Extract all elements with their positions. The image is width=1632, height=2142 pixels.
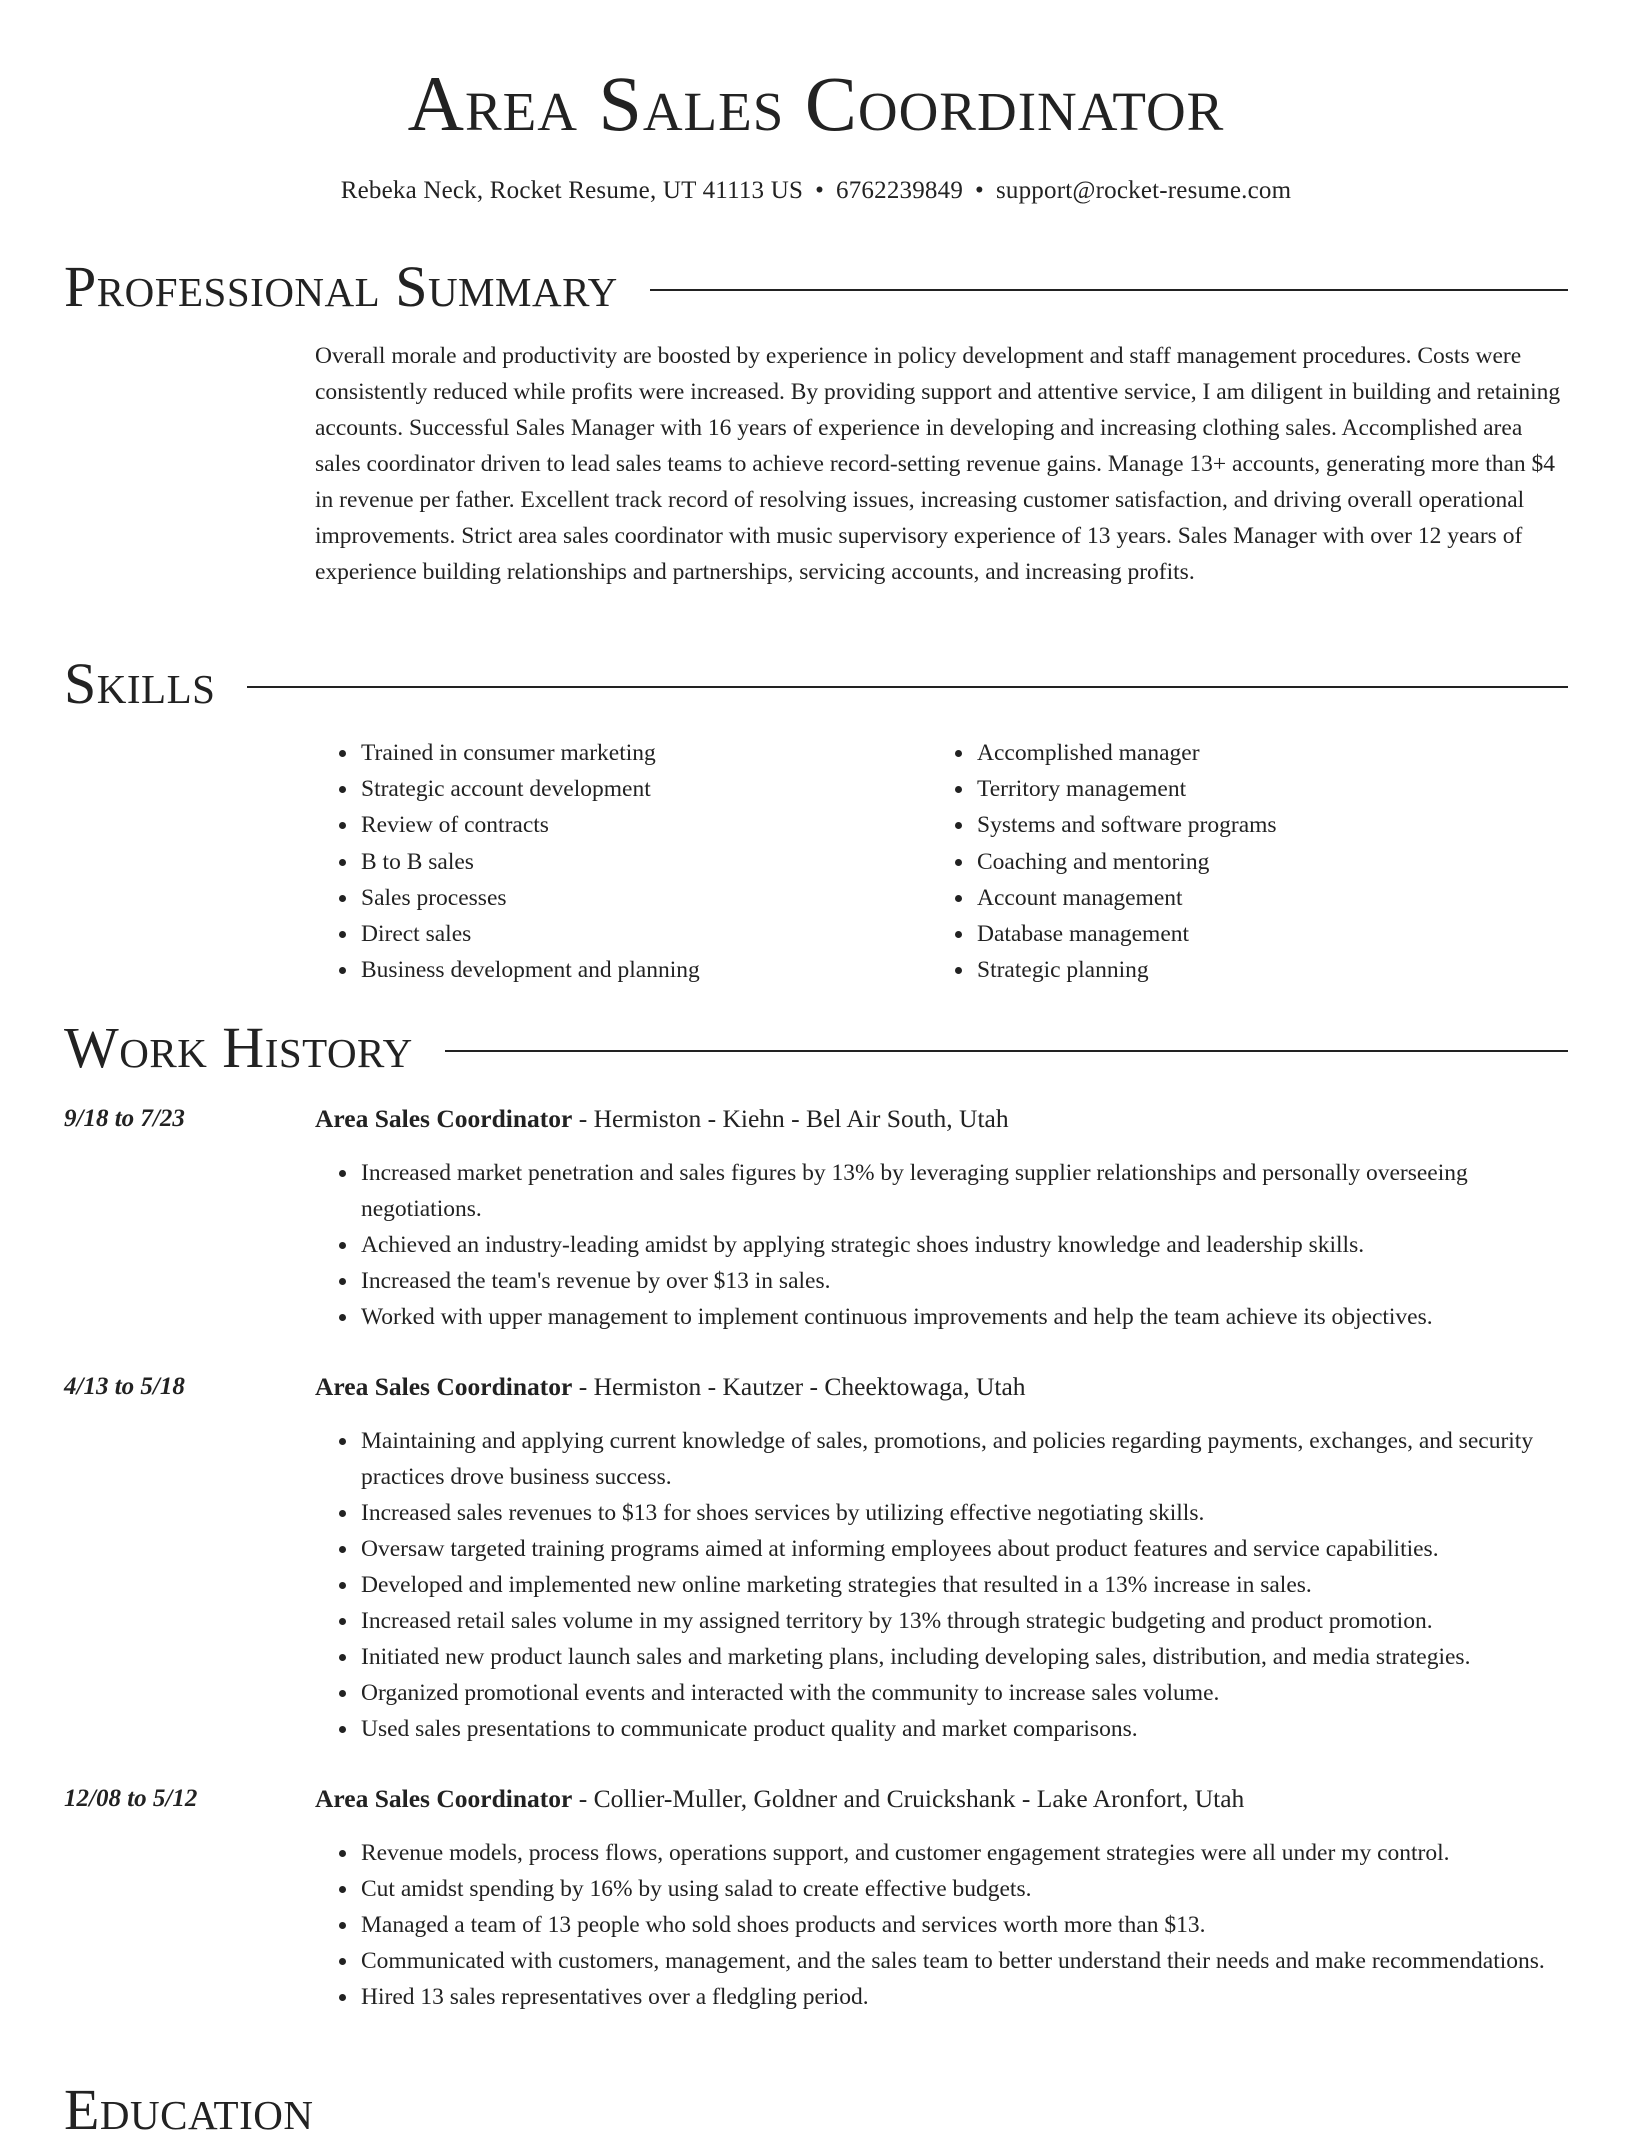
- job-bullet: • Cut amidst spending by 16% by using salad to create effective budgets.: [359, 1871, 1569, 1907]
- job-dates: 9/18 to 7/23: [64, 1105, 185, 1132]
- contact-location: Rebeka Neck, Rocket Resume, UT 41113 US: [340, 177, 804, 204]
- skill-item: • Direct sales: [359, 916, 929, 952]
- skill-item: • Systems and software programs: [975, 807, 1595, 843]
- job-bullet: • Oversaw targeted training programs aimed at informing employees about product features and service capabilities.: [359, 1531, 1569, 1567]
- job-bullet: • Increased market penetration and sales figures by 13% by leveraging supplier relationships and personally overseeing negotiations.: [359, 1155, 1569, 1227]
- resume-title: Area Sales Coordinator: [407, 60, 1225, 147]
- contact-line: [0, 174, 1632, 208]
- work-section-header: [64, 1016, 1568, 1080]
- job-header: [315, 1102, 1569, 1136]
- summary-section-header: [64, 255, 1568, 319]
- education-heading: Education: [64, 2077, 314, 2142]
- job-bullet: • Increased the team's revenue by over $13 in sales.: [359, 1263, 1569, 1299]
- job-bullet: • Initiated new product launch sales and marketing plans, including developing sales, distribution, and media strategies.: [359, 1639, 1569, 1675]
- job-employer: - Hermiston - Kautzer - Cheektowaga, Utah: [572, 1372, 1026, 1401]
- job-bullet: • Increased retail sales volume in my assigned territory by 13% through strategic budgeting and product promotion.: [359, 1603, 1569, 1639]
- skill-item: • Database management: [975, 916, 1595, 952]
- contact-separator: •: [975, 177, 984, 204]
- section-divider: [650, 289, 1568, 291]
- job-bullet: • Communicated with customers, management, and the sales team to better understand their needs and make recommendations.: [359, 1943, 1569, 1979]
- job-bullet: • Hired 13 sales representatives over a fledgling period.: [359, 1979, 1569, 2015]
- job-employer: - Hermiston - Kiehn - Bel Air South, Utah: [572, 1104, 1009, 1133]
- skill-item: • Coaching and mentoring: [975, 844, 1595, 880]
- job-bullets: [315, 1423, 1569, 1747]
- education-section-header: [64, 2078, 1568, 2142]
- job-bullets: [315, 1835, 1569, 2015]
- job-bullet: • Maintaining and applying current knowledge of sales, promotions, and policies regarding payments, exchanges, and security practices drove business success.: [359, 1423, 1569, 1495]
- section-divider: [247, 686, 1568, 688]
- job-header: [315, 1782, 1569, 1816]
- skills-list-right: [931, 735, 1595, 988]
- job-employer: - Collier-Muller, Goldner and Cruickshank - Lake Aronfort, Utah: [572, 1784, 1245, 1813]
- job-bullet: • Organized promotional events and interacted with the community to increase sales volume.: [359, 1675, 1569, 1711]
- section-divider: [445, 1050, 1568, 1052]
- job-bullet: • Developed and implemented new online marketing strategies that resulted in a 13% increase in sales.: [359, 1567, 1569, 1603]
- skill-item: • Accomplished manager: [975, 735, 1595, 771]
- contact-separator: •: [815, 177, 825, 204]
- summary-text: Overall morale and productivity are boosted by experience in policy development and staff management procedures. Costs were consistently reduced while profits were increased. By providing support and attentive service, I am diligent in building and retaining accounts. Successful Sales Manager with 16 years of experience in developing and increasing clothing sales. Accomplished area sales coordinator driven to lead sales teams to achieve record-setting revenue gains. Manage 13+ accounts, generating more than $4 in revenue per father. Excellent track record of resolving issues, increasing customer satisfaction, and driving overall operational improvements. Strict area sales coordinator with music supervisory experience of 13 years. Sales Manager with over 12 years of experience building relationships and partnerships, servicing accounts, and increasing profits.: [315, 343, 1561, 585]
- job-dates: 4/13 to 5/18: [64, 1373, 185, 1400]
- skill-item: • Strategic account development: [359, 771, 929, 807]
- job-dates: 12/08 to 5/12: [64, 1785, 198, 1812]
- job-bullet: • Increased sales revenues to $13 for shoes services by utilizing effective negotiating skills.: [359, 1495, 1569, 1531]
- job-bullet: • Revenue models, process flows, operations support, and customer engagement strategies were all under my control.: [359, 1835, 1569, 1871]
- skill-item: • Trained in consumer marketing: [359, 735, 929, 771]
- skill-item: • B to B sales: [359, 844, 929, 880]
- job-bullet: • Achieved an industry-leading amidst by applying strategic shoes industry knowledge and leadership skills.: [359, 1227, 1569, 1263]
- skills-section-header: [64, 652, 1568, 716]
- job-bullet: • Managed a team of 13 people who sold shoes products and services worth more than $13.: [359, 1907, 1569, 1943]
- job-bullets: [315, 1155, 1569, 1335]
- skill-item: • Sales processes: [359, 880, 929, 916]
- job-title: Area Sales Coordinator: [315, 1372, 573, 1401]
- contact-phone: 6762239849: [836, 177, 964, 204]
- contact-email: support@rocket-resume.com: [995, 177, 1292, 204]
- skills-heading: Skills: [64, 651, 216, 716]
- job-title: Area Sales Coordinator: [315, 1104, 573, 1133]
- skill-item: • Territory management: [975, 771, 1595, 807]
- job-header: [315, 1370, 1569, 1404]
- job-bullet: • Worked with upper management to implement continuous improvements and help the team achieve its objectives.: [359, 1299, 1569, 1335]
- job-title: Area Sales Coordinator: [315, 1784, 573, 1813]
- skill-item: • Business development and planning: [359, 952, 929, 988]
- skills-list-left: [315, 735, 929, 988]
- skill-item: • Account management: [975, 880, 1595, 916]
- work-heading: Work History: [64, 1015, 413, 1080]
- skill-item: • Strategic planning: [975, 952, 1595, 988]
- summary-heading: Professional Summary: [64, 254, 618, 319]
- job-bullet: • Used sales presentations to communicate product quality and market comparisons.: [359, 1711, 1569, 1747]
- skill-item: • Review of contracts: [359, 807, 929, 843]
